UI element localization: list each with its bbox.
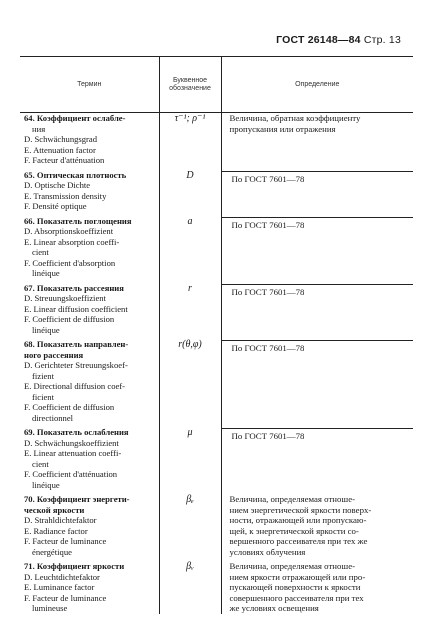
letter-symbol: μ — [187, 427, 193, 438]
term-translation: E. Transmission density — [24, 190, 107, 201]
term-cell — [20, 494, 159, 557]
term-translation: F. Facteur de luminance — [24, 592, 107, 603]
table-row — [20, 283, 413, 336]
letter-symbol: a — [187, 215, 193, 227]
symbol-cell — [159, 283, 221, 336]
term-translation: F. Coefficient d'atténuation — [24, 469, 118, 479]
term-translation: D. Schwächungskoeffizient — [24, 437, 119, 448]
term-name: 67. Показатель рассеяния — [24, 282, 124, 293]
definition-text: Величина, определяемая отноше- — [229, 494, 356, 504]
term-cell — [20, 113, 159, 166]
term-translation: cient — [32, 247, 49, 257]
term-translation: E. Linear attenuation coeffi- — [24, 448, 122, 458]
term-translation: E. Radiance factor — [24, 525, 88, 536]
definition-text: пропускания или отражения — [229, 123, 336, 134]
definition-text: Величина, обратная коэффициенту — [229, 113, 361, 123]
column-header-term: Термин — [20, 57, 159, 113]
term-translation: D. Leuchtdichtefaktor — [24, 571, 100, 582]
definition-cell — [221, 170, 413, 212]
term-translation: F. Densité optique — [24, 201, 87, 211]
term-translation: D. Absorptionskoeffizient — [24, 226, 114, 236]
term-translation: D. Streuungskoeffizient — [24, 293, 106, 303]
table-row — [20, 113, 413, 166]
term-translation: lumineuse — [32, 603, 68, 613]
page-number: Стр. 13 — [363, 34, 401, 46]
term-name: ного рассеяния — [24, 349, 84, 360]
definition-text: щей, к энергетической яркости со- — [229, 525, 359, 536]
term-name: 68. Показатель направлен- — [24, 339, 129, 349]
definition-text: По ГОСТ 7601—78 — [222, 171, 414, 185]
term-cell — [20, 427, 159, 490]
table-header — [20, 57, 413, 113]
term-translation: ния — [32, 123, 46, 134]
symbol-cell — [159, 170, 221, 212]
definition-text: По ГОСТ 7601—78 — [222, 428, 414, 442]
symbol-cell — [159, 339, 221, 423]
letter-symbol: βₑ — [186, 494, 194, 505]
symbol-cell — [159, 494, 221, 557]
term-cell — [20, 170, 159, 212]
term-translation: fizient — [32, 370, 54, 381]
term-translation: linéique — [32, 479, 60, 490]
table-body — [20, 113, 413, 614]
term-cell — [20, 561, 159, 614]
definition-cell — [221, 427, 413, 490]
term-name: 66. Показатель поглощения — [24, 215, 132, 226]
term-translation: F. Coefficient de diffusion — [24, 314, 115, 324]
column-header-symbol: Буквенное обозначение — [159, 57, 221, 113]
definition-cell — [221, 216, 413, 279]
definition-cell — [221, 339, 413, 423]
table-row — [20, 427, 413, 490]
symbol-cell — [159, 561, 221, 614]
term-translation: E. Attenuation factor — [24, 144, 96, 155]
definition-text: же условиях освещения — [229, 603, 319, 613]
standard-number: ГОСТ 26148—84 — [276, 34, 361, 46]
term-translation: F. Facteur d'atténuation — [24, 155, 105, 165]
column-header-definition: Определение — [221, 57, 413, 113]
definition-text: нием энергетической яркости поверх- — [229, 504, 372, 515]
definition-cell — [221, 494, 413, 557]
table-row — [20, 561, 413, 614]
letter-symbol: r — [188, 282, 192, 294]
symbol-cell — [159, 216, 221, 279]
table-row — [20, 494, 413, 557]
term-translation: directionnel — [32, 412, 74, 423]
letter-symbol: D — [186, 169, 194, 181]
term-cell — [20, 283, 159, 336]
letter-symbol: τ⁻¹; ρ⁻¹ — [174, 113, 206, 124]
symbol-cell — [159, 427, 221, 490]
definition-text: По ГОСТ 7601—78 — [222, 217, 414, 231]
term-name: 69. Показатель ослабления — [24, 427, 129, 437]
terms-table — [20, 56, 413, 614]
letter-symbol: r(θ,φ) — [178, 339, 202, 350]
definition-text: ности, отражающей или пропускаю- — [229, 515, 367, 525]
term-translation: F. Facteur de luminance — [24, 536, 107, 546]
term-translation: cient — [32, 458, 49, 469]
table-row — [20, 339, 413, 423]
symbol-cell — [159, 113, 221, 166]
definition-text: нием яркости отражающей или про- — [229, 571, 366, 582]
term-translation: F. Coefficient d'absorption — [24, 257, 116, 268]
letter-symbol: βᵥ — [186, 561, 194, 572]
table-row — [20, 170, 413, 212]
term-translation: E. Linear absorption coeffi- — [24, 236, 120, 247]
table-row — [20, 216, 413, 279]
term-translation: E. Directional diffusion coef- — [24, 381, 126, 391]
term-translation: E. Luminance factor — [24, 582, 95, 592]
term-translation: F. Coefficient de diffusion — [24, 402, 115, 412]
definition-cell — [221, 283, 413, 336]
definition-text: вершенного рассеивателя при тех же — [229, 536, 368, 546]
term-translation: ficient — [32, 391, 54, 402]
term-name: 71. Коэффициент яркости — [24, 561, 125, 571]
definition-cell — [221, 113, 413, 166]
definition-text: совершенного рассеивателя при тех — [229, 592, 364, 603]
term-name: ческой яркости — [24, 504, 85, 515]
term-name: 64. Коэффициент ослабле- — [24, 113, 126, 123]
definition-cell — [221, 561, 413, 614]
term-cell — [20, 216, 159, 279]
definition-text: условиях облучения — [229, 546, 306, 557]
term-translation: D. Gerichteter Streuungskoef- — [24, 360, 128, 370]
definition-text: По ГОСТ 7601—78 — [222, 284, 414, 298]
term-cell — [20, 339, 159, 423]
term-translation: D. Strahldichtefaktor — [24, 515, 97, 525]
term-translation: E. Linear diffusion coefficient — [24, 303, 128, 314]
term-translation: linéique — [32, 324, 60, 335]
term-name: 65. Оптическая плотность — [24, 169, 127, 180]
definition-text: Величина, определяемая отноше- — [229, 561, 356, 571]
term-translation: énergétique — [32, 546, 72, 557]
page-header — [276, 34, 401, 46]
definition-text: По ГОСТ 7601—78 — [222, 340, 414, 354]
term-translation: D. Optische Dichte — [24, 180, 91, 190]
term-translation: D. Schwächungsgrad — [24, 134, 98, 144]
definition-text: пускающей поверхности к яркости — [229, 582, 361, 592]
term-name: 70. Коэффициент энергети- — [24, 494, 130, 504]
term-translation: linéique — [32, 268, 60, 278]
